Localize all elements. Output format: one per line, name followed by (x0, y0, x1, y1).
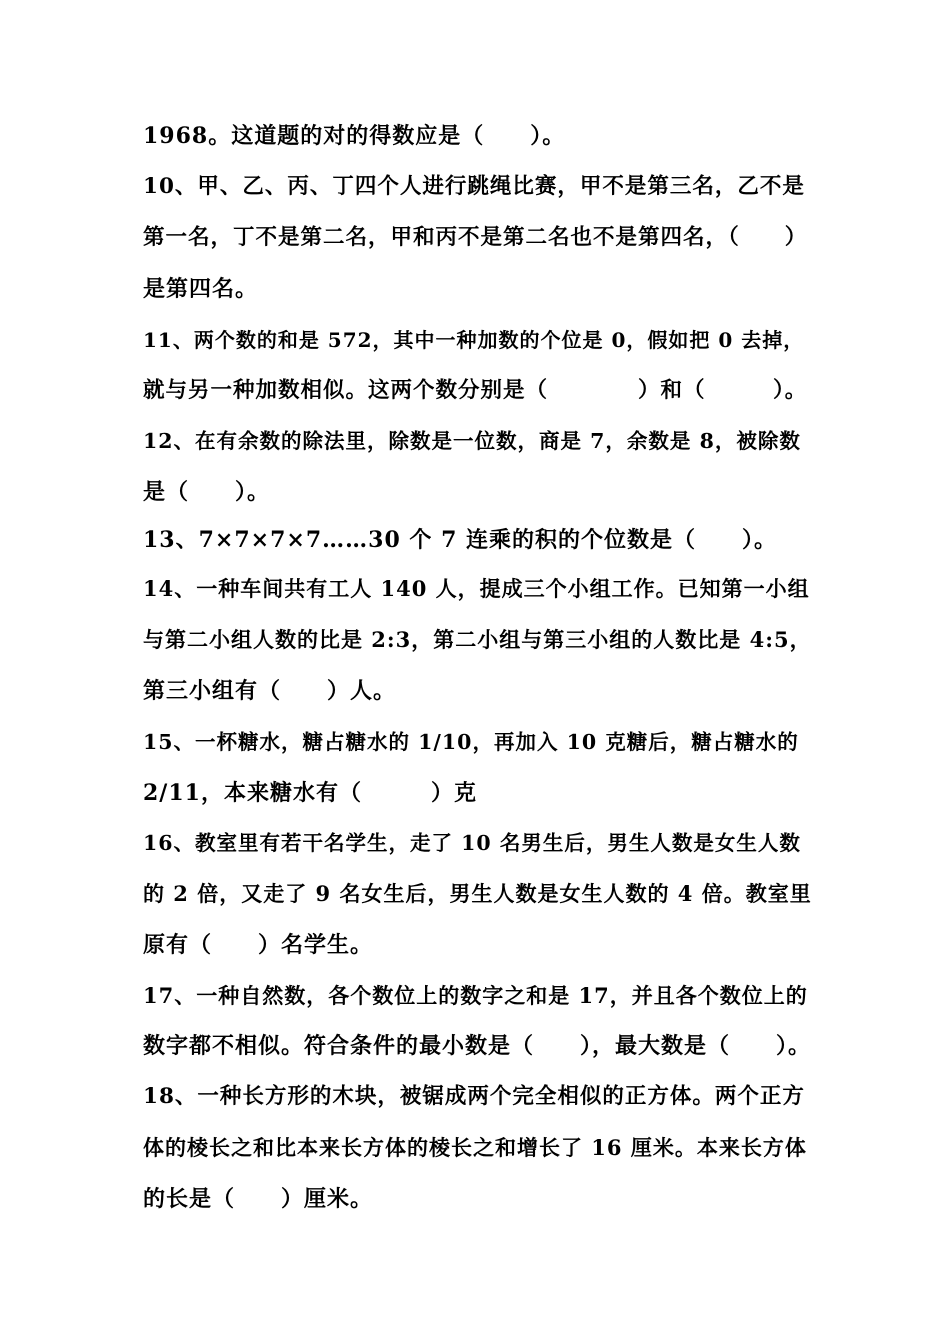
text-line-q14-b: 与第二小组人数的比是 2:3，第二小组与第三小组的人数比是 4:5， (143, 627, 812, 652)
text-line-q17-b: 数字都不相似。符合条件的最小数是（ ），最大数是（ ）。 (143, 1033, 812, 1059)
text-line-q14-a: 14、一种车间共有工人 140 人，提成三个小组工作。已知第一小组 (143, 576, 810, 601)
text-line-q11-a: 11、两个数的和是 572，其中一种加数的个位是 0，假如把 0 去掉， (143, 328, 805, 352)
text-line-q18-a: 18、一种长方形的木块，被锯成两个完全相似的正方体。两个正方 (143, 1084, 805, 1109)
text-line-q16-b: 的 2 倍，又走了 9 名女生后，男生人数是女生人数的 4 倍。教室里 (143, 881, 812, 906)
text-line-q17-a: 17、一种自然数，各个数位上的数字之和是 17，并且各个数位上的 (143, 983, 808, 1008)
text-line-q10-c: 是第四名。 (143, 276, 259, 302)
text-line-q13: 13、7×7×7×7……30 个 7 连乘的积的个位数是（ ）。 (143, 527, 778, 553)
text-line-q10-a: 10、甲、乙、丙、丁四个人进行跳绳比赛，甲不是第三名，乙不是 (143, 174, 805, 199)
text-line-q15-b: 2/11，本来糖水有（ ）克 (143, 780, 477, 806)
text-line-q18-c: 的长是（ ）厘米。 (143, 1186, 374, 1212)
text-line-q11-b: 就与另一种加数相似。这两个数分别是（ ）和（ ）。 (143, 378, 808, 403)
text-line-q18-b: 体的棱长之和比本来长方体的棱长之和增长了 16 厘米。本来长方体 (143, 1135, 807, 1160)
text-line-q16-c: 原有（ ）名学生。 (143, 932, 374, 958)
text-line-q10-b: 第一名，丁不是第二名，甲和丙不是第二名也不是第四名，（ ） (143, 225, 808, 250)
text-line-q15-a: 15、一杯糖水，糖占糖水的 1/10，再加入 10 克糖后，糖占糖水的 (143, 730, 799, 754)
text-line-q9-end: 1968。这道题的对的得数应是（ ）。 (143, 123, 566, 149)
text-line-q12-b: 是（ ）。 (143, 479, 271, 505)
text-line-q14-c: 第三小组有（ ）人。 (143, 678, 397, 704)
text-line-q16-a: 16、教室里有若干名学生，走了 10 名男生后，男生人数是女生人数 (143, 831, 801, 855)
text-line-q12-a: 12、在有余数的除法里，除数是一位数，商是 7，余数是 8，被除数 (143, 429, 801, 453)
